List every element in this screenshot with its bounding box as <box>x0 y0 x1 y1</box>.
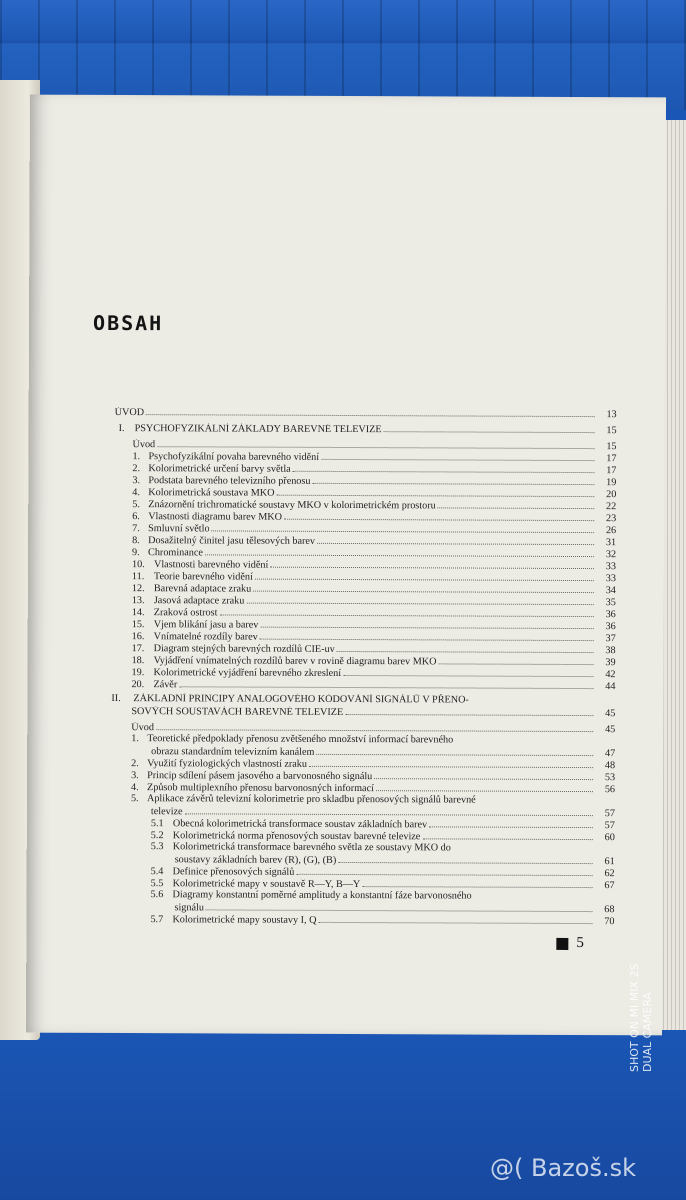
toc-entry-page: 33 <box>605 561 617 573</box>
toc-entry-page: 17 <box>606 453 617 465</box>
toc-leader-dots <box>219 606 593 617</box>
cutting-mat-top <box>0 0 686 110</box>
toc-entry-label: signálu <box>174 902 204 914</box>
toc-entry-page: 57 <box>604 808 615 820</box>
toc-entry-page: 70 <box>604 916 615 928</box>
toc-entry-label: Znázornění trichromatické soustavy MKO v kolorimetrickém prostoru <box>148 499 436 512</box>
toc-entry-page: 31 <box>605 537 617 549</box>
toc-entry-number: 7. <box>132 523 140 535</box>
toc-entry-label: Jasová adaptace zraku <box>153 595 245 607</box>
toc-entry-number: 5. <box>132 499 140 511</box>
camera-watermark: SHOT ON MI MIX 2S DUAL CAMERA <box>628 963 654 1072</box>
toc-entry-label: PSYCHOFYZIKÁLNÍ ZÁKLADY BAREVNÉ TELEVIZE <box>134 423 382 436</box>
toc-entry-page: 45 <box>605 708 616 720</box>
toc-entry-number: 5.6 <box>150 889 164 901</box>
toc-leader-dots <box>293 463 595 473</box>
toc-entry-page: 56 <box>604 784 616 796</box>
toc-entry-page: 53 <box>604 772 616 784</box>
toc-leader-dots <box>422 830 593 840</box>
toc-leader-dots <box>438 499 595 509</box>
toc-entry-number: 6. <box>132 511 140 523</box>
toc-entry-number: 10. <box>131 559 145 571</box>
toc-entry-label: obrazu standardním televizním kanálem <box>151 746 315 758</box>
toc-leader-dots <box>179 678 593 689</box>
toc-leader-dots <box>284 511 594 521</box>
toc-leader-dots <box>270 559 594 569</box>
toc-entry-number: 3. <box>132 475 141 487</box>
toc-entry-label: Barevná adaptace zraku <box>153 583 252 595</box>
toc-entry-number: 9. <box>132 547 140 559</box>
toc-entry-label: televize <box>150 806 183 818</box>
page-folio <box>556 935 584 952</box>
toc-leader-dots <box>260 619 593 629</box>
toc-entry-number: 1. <box>131 733 139 745</box>
toc-entry-number: 20. <box>131 679 145 691</box>
page-title: OBSAH <box>93 310 164 336</box>
folio-square-icon <box>556 937 568 949</box>
toc-leader-dots <box>253 583 594 593</box>
toc-entry-label: Způsob multiplexního přenosu barvonosných informací <box>147 782 374 795</box>
toc-entry-page: 35 <box>605 597 616 609</box>
toc-leader-dots <box>453 842 593 851</box>
toc-entry-page: 26 <box>605 525 617 537</box>
toc-leader-dots <box>376 782 593 792</box>
toc-entry-label: Chrominance <box>148 547 203 559</box>
toc-entry-number: 13. <box>131 595 145 607</box>
toc-entry-page: 42 <box>605 669 616 681</box>
toc-entry-page: 38 <box>605 645 616 657</box>
toc-leader-dots <box>321 451 594 461</box>
toc-entry-label: Definice přenosových signálů <box>172 866 295 878</box>
toc-entry-label: Psychofyzikální povaha barevného vidění <box>148 451 320 463</box>
toc-entry-label: Vlastnosti diagramu barev MKO <box>148 511 283 523</box>
toc-entry-number: 5.1 <box>150 818 164 830</box>
toc-entry <box>115 406 617 420</box>
toc-leader-dots <box>471 695 594 704</box>
toc-leader-dots <box>156 721 593 732</box>
toc-entry-page: 67 <box>604 880 615 892</box>
toc-leader-dots <box>317 535 594 545</box>
toc-entry-label: Vyjádření vnímatelných rozdílů barev v rovině diagramu barev MKO <box>153 655 437 668</box>
toc-entry-number: 4. <box>132 487 140 499</box>
toc-leader-dots <box>212 522 595 533</box>
toc-entry-number: 16. <box>131 631 145 643</box>
toc-entry-label: Teoretické předpoklady přenosu zvětšeného množství informací barevného <box>147 733 454 746</box>
toc-entry-label: Závěr <box>153 679 178 691</box>
toc-entry <box>119 422 617 436</box>
toc-entry-label: Kolorimetrická transformace barevného světla ze soustavy MKO do <box>172 841 451 854</box>
toc-entry <box>131 678 615 692</box>
toc-entry-page: 15 <box>606 425 617 437</box>
toc-leader-dots <box>309 758 593 768</box>
toc-entry-label: Dosažitelný činitel jasu tělesových barev <box>148 535 316 547</box>
toc-entry-number: 12. <box>131 583 145 595</box>
toc-leader-dots <box>146 406 595 417</box>
toc-entry-number: 4. <box>131 782 139 794</box>
toc-leader-dots <box>337 643 594 653</box>
toc-entry-page: 36 <box>605 609 616 621</box>
toc-leader-dots <box>343 667 593 677</box>
toc-leader-dots <box>316 746 593 756</box>
toc-entry-number: 5.7 <box>150 914 164 926</box>
toc-leader-dots <box>312 475 594 485</box>
toc-entry-number: 18. <box>131 655 145 667</box>
toc-entry-page: 44 <box>605 681 616 693</box>
toc-leader-dots <box>276 487 594 497</box>
toc-entry <box>131 705 615 719</box>
toc-entry-label: SOVÝCH SOUSTAVÁCH BAREVNÉ TELEVIZE <box>131 706 344 718</box>
toc-leader-dots <box>362 878 592 888</box>
toc-leader-dots <box>296 866 592 876</box>
toc-entry-page: 68 <box>604 904 615 916</box>
toc-leader-dots <box>157 438 594 449</box>
toc-entry-number: 5. <box>130 793 139 805</box>
toc-entry-label: ZÁKLADNÍ PRINCIPY ANALOGOVÉHO KÓDOVÁNÍ SIGNÁLŮ V PŘENO- <box>133 693 469 706</box>
toc-entry-number: 5.4 <box>150 866 164 878</box>
toc-entry-number: 14. <box>131 607 145 619</box>
toc-entry-label: Obecná kolorimetrická transformace soustav základních barev <box>172 818 428 831</box>
toc-entry-number: 15. <box>131 619 145 631</box>
toc-entry-page: 19 <box>606 477 617 489</box>
toc-entry-label: Teorie barevného vidění <box>153 571 253 583</box>
toc-leader-dots <box>185 805 593 816</box>
toc-entry-number: 11. <box>131 571 145 583</box>
toc-leader-dots <box>338 854 592 864</box>
toc-leader-dots <box>345 706 593 716</box>
toc-leader-dots <box>438 655 593 665</box>
toc-leader-dots <box>478 795 593 804</box>
toc-entry-number: 17. <box>131 643 145 655</box>
toc-entry-page: 34 <box>605 585 616 597</box>
toc-entry-label: Kolorimetrické vyjádření barevného zkreslení <box>153 667 342 679</box>
toc-entry-page: 32 <box>605 549 617 561</box>
toc-entry-label: Kolorimetrická soustava MKO <box>148 487 275 499</box>
toc-entry-label: Diagramy konstantní poměrné amplitudy a konstantní fáze barvonosného <box>172 889 472 902</box>
toc-entry-number: 2. <box>131 758 139 770</box>
toc-entry-number: 8. <box>132 535 140 547</box>
toc-entry-page: 39 <box>605 657 616 669</box>
toc-entry-page: 20 <box>606 489 617 501</box>
toc-entry-label: Aplikace závěrů televizní kolorimetrie pro skladbu přenosových signálů barevné <box>146 793 476 806</box>
toc-entry-label: Diagram stejných barevných rozdílů CIE-uv <box>153 643 335 655</box>
toc-entry-page: 37 <box>605 633 616 645</box>
toc-entry-page: 62 <box>604 868 615 880</box>
toc-leader-dots <box>318 914 592 924</box>
toc-entry-page: 61 <box>604 856 615 868</box>
toc-entry-number: 5.5 <box>150 878 164 890</box>
toc-entry-label: ÚVOD <box>114 406 145 419</box>
toc-entry-page: 23 <box>605 513 617 525</box>
toc-entry-label: Úvod <box>131 722 154 734</box>
toc-entry-number: 2. <box>132 463 141 475</box>
toc-entry-number: 19. <box>131 667 145 679</box>
toc-entry-page: 13 <box>606 409 617 421</box>
toc-entry-label: Vlastnosti barevného vidění <box>153 559 269 571</box>
toc-entry-label: Vjem blikání jasu a barev <box>153 619 259 631</box>
toc-entry-page: 47 <box>604 748 616 760</box>
book-page <box>26 95 666 1036</box>
toc-entry-number: II. <box>111 692 121 705</box>
toc-entry-label: Podstata barevného televizního přenosu <box>148 475 311 487</box>
toc-entry-label: Princip sdílení pásem jasového a barvonosného signálu <box>147 770 373 783</box>
toc-entry-number: 5.3 <box>150 841 164 853</box>
toc-entry-page: 45 <box>605 724 616 736</box>
toc-leader-dots <box>255 571 594 581</box>
toc-leader-dots <box>374 770 593 780</box>
site-watermark: @( Bazoš.sk <box>490 1154 636 1182</box>
toc-entry-page: 60 <box>604 832 615 844</box>
toc-entry-label: Kolorimetrické určení barvy světla <box>148 463 291 475</box>
toc-entry-page: 36 <box>605 621 616 633</box>
toc-entry-page: 33 <box>605 573 616 585</box>
toc-entry-label: Kolorimetrické mapy soustavy I, Q <box>172 914 317 926</box>
page-number: 5 <box>576 935 584 952</box>
toc-leader-dots <box>384 423 595 433</box>
toc-entry-label: Úvod <box>132 439 156 451</box>
toc-entry-page: 57 <box>604 820 615 832</box>
toc-leader-dots <box>205 546 594 557</box>
toc-entry-number: 5.2 <box>150 830 164 842</box>
toc-entry-number: 1. <box>132 451 141 463</box>
toc-entry-label: soustavy základních barev (R), (G), (B) <box>174 854 337 866</box>
toc-entry-label: Využití fyziologických vlastností zraku <box>147 758 308 770</box>
toc-leader-dots <box>474 891 593 900</box>
toc-leader-dots <box>260 631 594 641</box>
toc-entry <box>150 913 614 927</box>
toc-entry-label: Vnímatelné rozdíly barev <box>153 631 258 643</box>
toc-entry-label: Kolorimetrické mapy v soustavě R—Y, B—Y <box>172 878 361 891</box>
toc-leader-dots <box>246 595 594 606</box>
toc-entry-page: 22 <box>606 501 617 513</box>
toc-entry-label: Zraková ostrost <box>153 607 218 619</box>
toc-leader-dots <box>455 734 593 743</box>
toc-entry-label: Smluvní světlo <box>148 523 210 535</box>
toc-entry-page: 48 <box>604 760 616 772</box>
toc-leader-dots <box>206 901 593 912</box>
toc-entry-number: 3. <box>131 770 139 782</box>
toc-entry-page: 15 <box>606 441 617 453</box>
toc-entry-page: 17 <box>606 465 617 477</box>
toc-entry-number: I. <box>118 423 125 435</box>
toc-entry-label: Kolorimetrická norma přenosových soustav barevné televize <box>172 830 421 843</box>
toc-leader-dots <box>429 818 593 828</box>
